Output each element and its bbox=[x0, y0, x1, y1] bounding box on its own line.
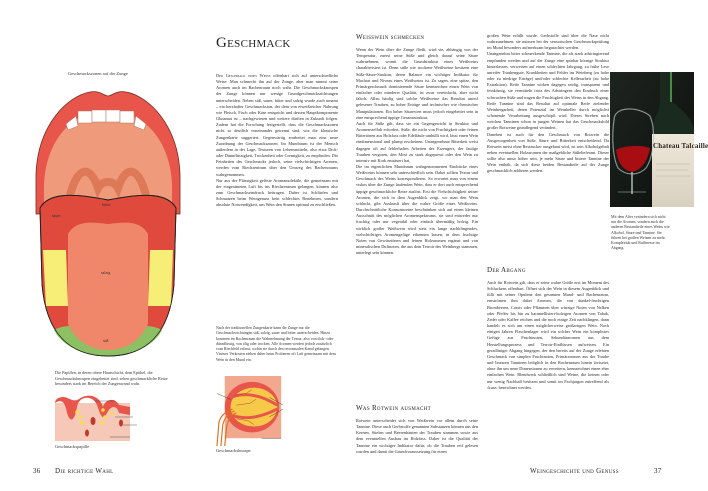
geschmack-body bbox=[216, 73, 338, 208]
running-head-right: Weingeschichte und Genuss bbox=[530, 467, 619, 475]
red-wine-paragraph-1-cont: großen Wein erfüllt wurde. Gerbstoffe sind über die Nase nicht wahrzunehmen, sie müssen bei der sensorischen Geschmacksprüfung im Mund besonders aufmerksam begutachtet werden. bbox=[487, 33, 609, 51]
section-title: Geschmack bbox=[216, 35, 291, 51]
wine-photo bbox=[610, 72, 708, 207]
page-number-left: 36 bbox=[33, 467, 41, 475]
red-wine-body-cont bbox=[487, 33, 609, 175]
heading-white-wine: Weisswein schmecken bbox=[356, 33, 425, 41]
papillae-caption: Die Papillen, in deren obere Hautschicht, dem Epithel, die Geschmacksknospen eingebettet sind, sehen geschmackliche Reize besonders stark im Bereich der Zungenwand wahr. bbox=[55, 370, 168, 387]
photo-label: Chateau Talcaille bbox=[653, 142, 708, 150]
white-wine-body bbox=[356, 47, 478, 256]
zone-sour-left bbox=[43, 250, 68, 306]
geschmack-paragraph-1 bbox=[216, 73, 338, 178]
heading-finish: Der Abgang bbox=[487, 266, 526, 274]
papilla-label: Geschmackspapille bbox=[55, 444, 90, 449]
geschmack-paragraph-2: Nur aus der Flüssigkeit gelöste Aromamoleküle, die gemeinsam mit der eingeatmeten Luft bis ins Riechzentrum gelangen, können also zum Geschmackseindruck beitragen. Daher ist Schlürfen und Schmatzen beim Weingenuss kein schlechtes Benehmen, sondern absolute Notwendigkeit, um Wein den Sinnen optimal zu erschließen. bbox=[216, 177, 338, 208]
tongue-diagram bbox=[28, 84, 188, 364]
zone-label-salty: salzig bbox=[101, 270, 111, 275]
zone-label-sweet: süß bbox=[103, 338, 109, 343]
white-wine-paragraph-1: Wenn der Wein über die Zunge fließt, wird sie, abhängig von der Temperatur, zuerst seine Süße und gleich darauf seine Säure wahrnehmen, womit die Grundstruktur eines Weißweins charakterisiert ist. Denn süße wie trockene Weißweine besitzen eine Süße-Säure-Struktur, deren Balance ein wichtiger Indikator für Machart und Niveau eines Weißweins ist. Zu sagen, eine spitze, den Primärgeschmack dominierende Säure kennzeichne einen Wein von einfacher oder minderer Qualität, ist zwar vereinfacht, aber nicht falsch. Allzu häufig sind solche Weißweine das Resultat unreif gelesener Trauben, zu hoher Erträge und technischer wie chemischer Manipulationen. Ein hoher Säurewert muss jedoch eingebettet sein in eine entsprechend üppige Gesamtstruktur. bbox=[356, 47, 478, 120]
lead-smallcaps: Der Geschmack eines Weins bbox=[216, 73, 271, 78]
zone-label-sour: sauer bbox=[52, 213, 61, 218]
taste-bud-illustration bbox=[216, 376, 286, 446]
taste-bud-caption: Nach der traditionellen Zungenkarte kann die Zunge nur die Geschmacksrichtungen süß, salzig, sauer und bitter unterscheiden. Hinzu kommen im Rachenraum die Wahrnehmung der Textur, also von dick- oder dünnflüssig, von ölig oder trocken. Alle Aromen werden jedoch zusätzlich vom Riechfeld erfasst, wohin sie durch den retronasalen Kanal gelangen. Vinöses Verkosten ziehen daher beim Probieren oft Luft gemeinsam mit dem Wein in den Mund ein. bbox=[216, 326, 336, 362]
red-wine-paragraph-3: Daneben ist auch für den Geschmack von Rotwein die Ausgewogenheit von Süße, Säure und Bitterkeit entscheidend. Da Rotwein meist ohne Restzucker ausgebaut wird, ist sein Alkoholgehalt neben eventuellen Holzaromen der maßgebliche Süßelieferant. Dieser sollte also umso höher sein, je mehr Säure und bittere Tannine der Wein enthält, da sich diese beiden Bestandteile auf der Zunge geschmacklich addieren werden. bbox=[487, 131, 609, 174]
zone-label-bitter: bitter bbox=[102, 202, 111, 207]
finish-paragraph-1: Auch für Rotwein gilt, dass er seine wahre Größe erst im Moment des Schluckens offenbart. Öffnet sich der Wein in diesem Augenblick und füllt mit seiner Opulenz den gesamten Mund- und Rachenraum, entströmen ihm dabei Aromen, die von dunkel-fruchtigen Brombeeren, Cassis oder Pflaumen über würzige Noten von Nelken oder Pfeffer bis hin zu karamellisiert-holzigen Aromen von Tabak, Zeder oder Kaffee reichen und die noch einige Zeit nachklingen, dann handelt es sich um einen möglicherweise großartigen Wein. Nach einigen Jahren Flaschenlager wird ein solcher Wein ein komplexes Gefüge aus Fruchtnoten, Sekundäraromen aus dem Herstellungsprozess und Terroir-Einflüssen aufweisen. Ein geradliniger Abgang hingegen, der den bereits auf der Zunge erlebten Geschmack von simplen Fruchtnoten, Primäraromen aus der Traube und linearen Tanninen lediglich in den Rachenraum hinein fortsetzt, ohne ihn um neue Dimensionen zu erweitern, kennzeichnet einen eher einfachen Wein. Blendwerk schließlich sind Weine, die keinen oder nur wenig Nachhall besitzen und somit im Fachjargon zutreffend als ›kurz‹ bezeichnet werden. bbox=[487, 280, 609, 390]
papilla-illustration bbox=[55, 395, 140, 441]
paragraph-1-text: offenbart sich auf unterschiedliche Weise: Man schmeckt ihn auf der Zunge, aber man nimmt seine Aromen auch im Rachenraum noch wahr. Die Geschmacksknospen der Zunge können nur wenige Grundgeschmacksrichtungen unterscheiden. Neben süß, sauer, bitter und salzig wurde auch umami – ein herzhafter Geschmackston, der dem von eiweißreicher Nahrung wie Fleisch, Fisch oder Käse entspricht und dessen Hauptkomponente Glutamat ist – nachgewiesen und weitere dürften in Zukunft folgen. Zudem hat die Forschung festgestellt, dass die Geschmackszonen nicht so deutlich voneinander getrennt sind, wie die klassische Zungenkarte suggeriert. Gegenwärtig erarbeitet man eine neue Zuordnung der Geschmackszonen. Im Mundraum ist der Mensch außerdem in der Lage, Texturen von Lebensmitteln, also etwa Dick- oder Dünnflüssigkeit, Trockenheit oder Cremigkeit, zu empfinden. Die Feinheiten des Geschmacks jedoch, seine vielschichtigen Aromen, werden vom Riechzentrum über den Umweg des Rachenraums wahrgenommen. bbox=[216, 73, 338, 177]
taste-bud-label: Geschmacksknospe bbox=[216, 448, 251, 453]
page-number-right: 37 bbox=[654, 467, 662, 475]
zone-salty bbox=[68, 223, 148, 350]
white-wine-paragraph-3: Die im eigentlichen Mundraum wahrgenommenen Eindrücke eines Weißweins können sehr unterschiedlich sein. Dabei sollten Textur und Geschmack des Weins korrespondieren. So erwartet man von einem viskos über die Zunge laufenden Wein, dass er dort auch entsprechend üppige geschmackliche Reize auslöst. Erst die Vielschichtigkeit seiner Aromen, die sich in dem Augenblick zeigt, wo man den Wein schluckt, gibt Auskunft über die wahre Größe eines Weißweins. Durchschnittliche Konsumweine beschränken sich auf einen kleinen Ausschnitt des möglichen Aromenspektrums, sie sind entweder nur fruchtig oder nur vegetabil oder einfach übermäßig holzig. Ein wirklich großer Weißwein wird stets ein lange nachklingendes, vielschichtiges Aromengefüge erkennen lassen, in dem fruchtige Noten von Gewürztönen und feinen Holzaromen ergänzt und von mineralischen Duftnoten, die aus dem Terroir des Weinbergs stammen, unterlegt sein können. bbox=[356, 163, 478, 256]
finish-body bbox=[487, 280, 609, 391]
tongue-diagram-caption: Geschmackszonen auf der Zunge bbox=[68, 71, 128, 76]
photo-caption: Mit dem Alter verändern sich nicht nur die Aromen, sondern auch die anderen Bestandteile eines Weins wie Alkohol, Säure und Tannine. Sie führen bei großen Weinen zu mehr Komplexität und Raffinesse im Abgang. bbox=[611, 215, 670, 251]
white-wine-paragraph-2: Auch für Süße gilt, dass sie ein Gegengewicht in Struktur und Aromenvielfalt erfordert. Süße, die nicht von Fruchtigkeit oder feinen Bittertönen aus Holzfass oder Edelfäule umhüllt wird, lässt einen Wein eindimensional und plump erscheinen. Unangenehme Bitterkeit weist dagegen oft auf fehlerhaftes Arbeiten des Erzeugers, der faulige Trauben vergoren, den Most zu stark abgepresst oder den Wein zu intensiv mit Kork entsäuert hat. bbox=[356, 120, 479, 163]
red-wine-paragraph-1: Rotwein unterscheidet sich von Weißwein vor allem durch seine Tannine. Diese auch Gerbstoffe genannten Substanzen können aus den Kernen, Stielen und Beerenhäuten der Trauben stammen sowie aus dem eventuellen Ausbau im Holzfass. Daher ist die Qualität der Tannine ein wichtiger Indikator dafür, ob die Trauben reif gelesen wurden und damit die Grundvoraussetzung für einen bbox=[356, 418, 478, 454]
running-head-left: Die richtige Wahl bbox=[55, 467, 114, 475]
red-wine-paragraph-2: Unangenehm bitter schmeckende Tannine, die als stark adstringierend empfunden werden und auf der Zunge eine spürbar körnige Struktur hinterlassen, verweisen auf einen schlechten Jahrgang, zu frühe Lese unreifer Traubengute, Krankheiten und Fehler im Weinberg (zu hohe oder zu niedrige Erträge) und/oder schlechte Kellerarbeit (zu hohe Extraktion). Reife Tannine wirken dagegen seidig, transparent und feinkörnig, sie vermitteln trotz des Adstringens den Eindruck einer schwachen Süße und tragen die Fruchtigkeit des Weins in den Abgang. Reife Tannine sind das Resultat auf optimale Reife zielender Weinbergarbeit, deren Potenzial im Weinkeller durch möglichst schonende Verarbeitung ausgeschöpft wird. Dieses Streben nach weichen Tanninen schon in jungen Weinen hat das Geschmacksbild großer Rotweine grundlegend verändert. bbox=[487, 51, 609, 131]
red-wine-body-start bbox=[356, 418, 478, 455]
wine-photo-graphic bbox=[610, 72, 694, 207]
heading-red-wine: Was Rotwein ausmacht bbox=[356, 404, 431, 412]
zone-sour-right bbox=[148, 250, 173, 306]
